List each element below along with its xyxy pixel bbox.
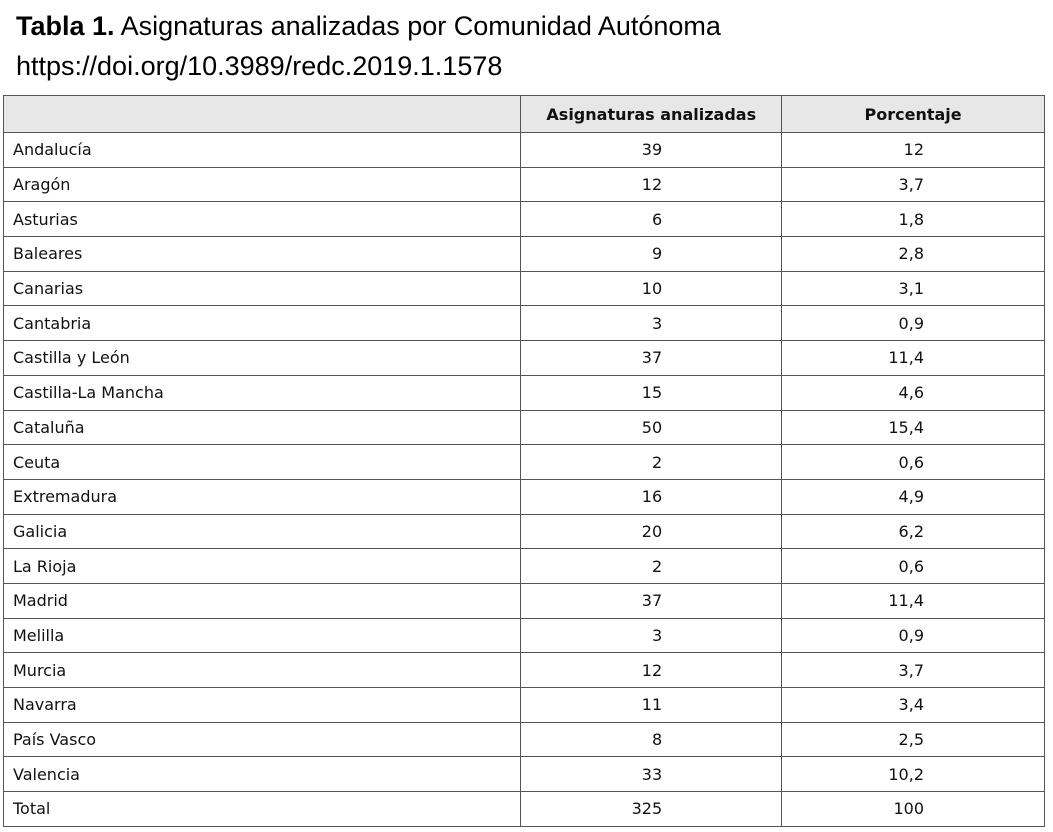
- table-row: [4, 514, 1045, 549]
- asignaturas-cell: 39: [521, 133, 782, 168]
- caption-title-line: [16, 6, 721, 46]
- region-cell: País Vasco: [4, 722, 521, 757]
- asignaturas-cell: 37: [521, 583, 782, 618]
- porcentaje-cell: 15,4: [782, 410, 1045, 445]
- porcentaje-cell: 1,8: [782, 202, 1045, 237]
- table-row: [4, 722, 1045, 757]
- asignaturas-cell: 20: [521, 514, 782, 549]
- porcentaje-cell: 11,4: [782, 341, 1045, 376]
- region-cell: Aragón: [4, 167, 521, 202]
- table-row: [4, 306, 1045, 341]
- porcentaje-cell: 6,2: [782, 514, 1045, 549]
- asignaturas-cell: 33: [521, 757, 782, 792]
- table-row: [4, 653, 1045, 688]
- region-cell: Navarra: [4, 688, 521, 723]
- asignaturas-cell: 3: [521, 618, 782, 653]
- table-row: [4, 618, 1045, 653]
- table-row: [4, 375, 1045, 410]
- porcentaje-cell: 11,4: [782, 583, 1045, 618]
- table-row: [4, 549, 1045, 584]
- region-cell: Castilla-La Mancha: [4, 375, 521, 410]
- region-cell: Total: [4, 792, 521, 827]
- region-cell: Extremadura: [4, 479, 521, 514]
- table-row: [4, 445, 1045, 480]
- header-region: [4, 96, 521, 133]
- region-cell: Murcia: [4, 653, 521, 688]
- region-cell: Galicia: [4, 514, 521, 549]
- porcentaje-cell: 10,2: [782, 757, 1045, 792]
- porcentaje-cell: 4,6: [782, 375, 1045, 410]
- asignaturas-cell: 12: [521, 167, 782, 202]
- region-cell: Canarias: [4, 271, 521, 306]
- asignaturas-cell: 2: [521, 549, 782, 584]
- porcentaje-cell: 12: [782, 133, 1045, 168]
- asignaturas-cell: 16: [521, 479, 782, 514]
- table-row: [4, 133, 1045, 168]
- porcentaje-cell: 0,9: [782, 306, 1045, 341]
- header-porcentaje: Porcentaje: [782, 96, 1045, 133]
- porcentaje-cell: 3,1: [782, 271, 1045, 306]
- porcentaje-cell: 0,9: [782, 618, 1045, 653]
- header-asignaturas: Asignaturas analizadas: [521, 96, 782, 133]
- asignaturas-cell: 37: [521, 341, 782, 376]
- region-cell: Cantabria: [4, 306, 521, 341]
- table-caption: [16, 6, 721, 86]
- table-row: [4, 237, 1045, 272]
- region-cell: Valencia: [4, 757, 521, 792]
- table-row: [4, 271, 1045, 306]
- table-row: [4, 479, 1045, 514]
- porcentaje-cell: 3,7: [782, 653, 1045, 688]
- region-cell: Ceuta: [4, 445, 521, 480]
- asignaturas-cell: 9: [521, 237, 782, 272]
- table-row: [4, 688, 1045, 723]
- region-cell: Cataluña: [4, 410, 521, 445]
- caption-label: Tabla 1.: [16, 11, 115, 41]
- asignaturas-cell: 3: [521, 306, 782, 341]
- asignaturas-cell: 15: [521, 375, 782, 410]
- region-cell: Melilla: [4, 618, 521, 653]
- region-cell: Baleares: [4, 237, 521, 272]
- porcentaje-cell: 2,8: [782, 237, 1045, 272]
- data-table: [3, 95, 1045, 827]
- porcentaje-cell: 0,6: [782, 549, 1045, 584]
- porcentaje-cell: 2,5: [782, 722, 1045, 757]
- table-row: [4, 757, 1045, 792]
- porcentaje-cell: 3,4: [782, 688, 1045, 723]
- asignaturas-cell: 6: [521, 202, 782, 237]
- asignaturas-cell: 11: [521, 688, 782, 723]
- table-row: [4, 583, 1045, 618]
- asignaturas-cell: 325: [521, 792, 782, 827]
- asignaturas-cell: 50: [521, 410, 782, 445]
- region-cell: La Rioja: [4, 549, 521, 584]
- table-header-row: [4, 96, 1045, 133]
- asignaturas-cell: 12: [521, 653, 782, 688]
- table-body: [4, 133, 1045, 827]
- porcentaje-cell: 3,7: [782, 167, 1045, 202]
- asignaturas-cell: 8: [521, 722, 782, 757]
- region-cell: Madrid: [4, 583, 521, 618]
- asignaturas-cell: 10: [521, 271, 782, 306]
- caption-title: Asignaturas analizadas por Comunidad Autónoma: [120, 11, 721, 41]
- table-row: [4, 792, 1045, 827]
- region-cell: Castilla y León: [4, 341, 521, 376]
- porcentaje-cell: 100: [782, 792, 1045, 827]
- table-row: [4, 202, 1045, 237]
- region-cell: Asturias: [4, 202, 521, 237]
- table-row: [4, 341, 1045, 376]
- porcentaje-cell: 0,6: [782, 445, 1045, 480]
- table-row: [4, 167, 1045, 202]
- table-row: [4, 410, 1045, 445]
- asignaturas-cell: 2: [521, 445, 782, 480]
- region-cell: Andalucía: [4, 133, 521, 168]
- porcentaje-cell: 4,9: [782, 479, 1045, 514]
- caption-doi: https://doi.org/10.3989/redc.2019.1.1578: [16, 51, 503, 81]
